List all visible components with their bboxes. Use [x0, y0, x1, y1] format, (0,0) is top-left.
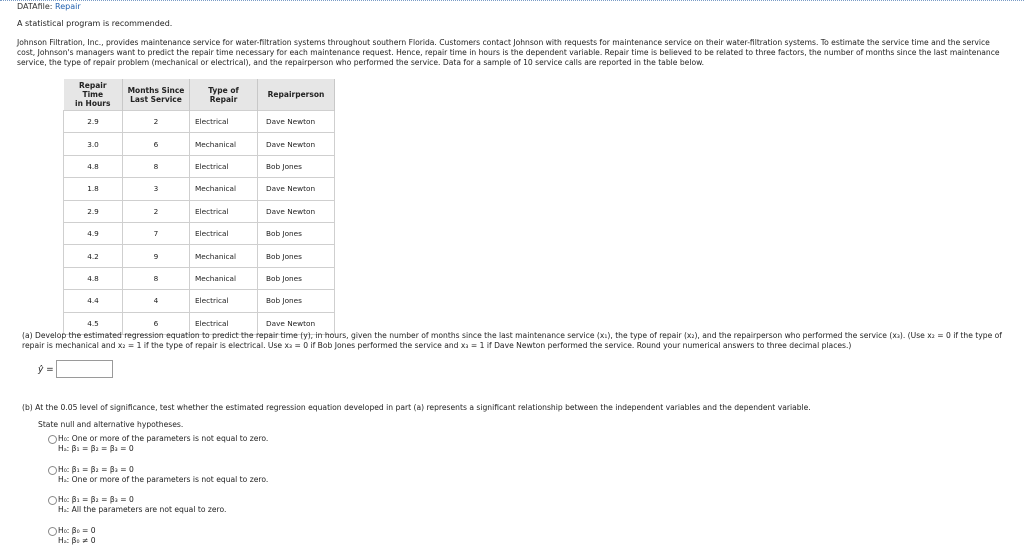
option-null-text: H₀: β₁ = β₂ = β₃ = 0	[58, 465, 134, 474]
option-null-text: H₀: β₁ = β₂ = β₃ = 0	[58, 495, 134, 504]
regression-equation-input[interactable]	[56, 360, 113, 378]
cell-repair-time: 4.5	[64, 312, 123, 334]
cell-months: 8	[123, 267, 190, 289]
cell-repairperson: Dave Newton	[258, 111, 335, 133]
cell-repairperson: Bob Jones	[258, 290, 335, 312]
cell-type: Electrical	[190, 290, 258, 312]
yhat-label: ŷ =	[38, 365, 54, 375]
cell-repair-time: 1.8	[64, 178, 123, 200]
datafile-line	[17, 2, 81, 11]
cell-type: Mechanical	[190, 245, 258, 267]
cell-repair-time: 4.9	[64, 222, 123, 244]
option-alt-text: Hₐ: All the parameters are not equal to zero.	[58, 505, 227, 514]
option-alt-text: Hₐ: β₀ ≠ 0	[58, 536, 96, 545]
cell-type: Electrical	[190, 111, 258, 133]
cell-repairperson: Dave Newton	[258, 200, 335, 222]
cell-repair-time: 3.0	[64, 133, 123, 155]
part-a-question: (a) Develop the estimated regression equation to predict the repair time (y), in hours, given the number of months since the last maintenance service (x₁), the type of repair (x₂), and the repairperson who performed the service (x₃). (Use x₂ = 0 if the type of repair is mechanical and x₂ = 1 if the type of repair is electrical. Use x₃ = 0 if Bob Jones performed the service and x₃ = 1 if Dave Newton performed the service. Round your numerical answers to three decimal places.)	[22, 331, 1002, 350]
header-type-of-repair: Type of Repair	[190, 79, 258, 111]
table-row	[64, 290, 335, 312]
state-hypotheses-label: State null and alternative hypotheses.	[38, 420, 184, 429]
datafile-label: DATAfile:	[17, 2, 53, 11]
table-row	[64, 222, 335, 244]
cell-repair-time: 2.9	[64, 200, 123, 222]
table-row	[64, 155, 335, 177]
cell-repairperson: Bob Jones	[258, 267, 335, 289]
cell-repairperson: Dave Newton	[258, 178, 335, 200]
cell-repair-time: 4.4	[64, 290, 123, 312]
table-row	[64, 178, 335, 200]
cell-repair-time: 4.8	[64, 267, 123, 289]
option-alt-text: Hₐ: One or more of the parameters is not equal to zero.	[58, 475, 269, 484]
cell-repairperson: Dave Newton	[258, 312, 335, 334]
recommendation-text: A statistical program is recommended.	[17, 19, 173, 28]
top-divider	[0, 0, 1024, 1]
cell-months: 6	[123, 133, 190, 155]
cell-type: Mechanical	[190, 178, 258, 200]
cell-months: 2	[123, 200, 190, 222]
header-months-since: Months Since Last Service	[123, 79, 190, 111]
cell-repairperson: Bob Jones	[258, 155, 335, 177]
part-b-question: (b) At the 0.05 level of significance, test whether the estimated regression equation developed in part (a) represents a significant relationship between the independent variables and the dependent variable.	[22, 403, 811, 412]
cell-repair-time: 4.2	[64, 245, 123, 267]
radio-button[interactable]	[48, 496, 57, 505]
cell-months: 4	[123, 290, 190, 312]
repair-data-table	[63, 79, 335, 335]
radio-button[interactable]	[48, 527, 57, 536]
cell-type: Electrical	[190, 155, 258, 177]
cell-repair-time: 4.8	[64, 155, 123, 177]
table-row	[64, 133, 335, 155]
table-row	[64, 245, 335, 267]
cell-months: 7	[123, 222, 190, 244]
datafile-link[interactable]: Repair	[55, 2, 81, 11]
table-header-row	[64, 79, 335, 111]
option-null-text: H₀: β₀ = 0	[58, 526, 96, 535]
option-alt-text: Hₐ: β₁ = β₂ = β₃ = 0	[58, 444, 134, 453]
cell-type: Electrical	[190, 312, 258, 334]
cell-months: 2	[123, 111, 190, 133]
cell-repairperson: Bob Jones	[258, 245, 335, 267]
cell-repairperson: Dave Newton	[258, 133, 335, 155]
option-null-text: H₀: One or more of the parameters is not equal to zero.	[58, 434, 269, 443]
cell-repair-time: 2.9	[64, 111, 123, 133]
radio-button[interactable]	[48, 435, 57, 444]
cell-type: Electrical	[190, 200, 258, 222]
radio-button[interactable]	[48, 466, 57, 475]
cell-months: 8	[123, 155, 190, 177]
header-repairperson: Repairperson	[258, 79, 335, 111]
cell-months: 6	[123, 312, 190, 334]
table-row	[64, 111, 335, 133]
cell-type: Electrical	[190, 222, 258, 244]
problem-intro: Johnson Filtration, Inc., provides maintenance service for water-filtration systems throughout southern Florida. Customers contact Johnson with requests for maintenance service on their water-filtration systems. To estimate the service time and the service cost, Johnson's managers want to predict the repair time necessary for each maintenance request. Hence, repair time in hours is the dependent variable. Repair time is believed to be related to three factors, the number of months since the last maintenance service, the type of repair problem (mechanical or electrical), and the repairperson who performed the service. Data for a sample of 10 service calls are reported in the table below.	[17, 38, 1000, 67]
cell-type: Mechanical	[190, 267, 258, 289]
cell-type: Mechanical	[190, 133, 258, 155]
cell-months: 9	[123, 245, 190, 267]
cell-months: 3	[123, 178, 190, 200]
header-repair-time: Repair Time in Hours	[64, 79, 123, 111]
table-row	[64, 200, 335, 222]
table-row	[64, 267, 335, 289]
cell-repairperson: Bob Jones	[258, 222, 335, 244]
